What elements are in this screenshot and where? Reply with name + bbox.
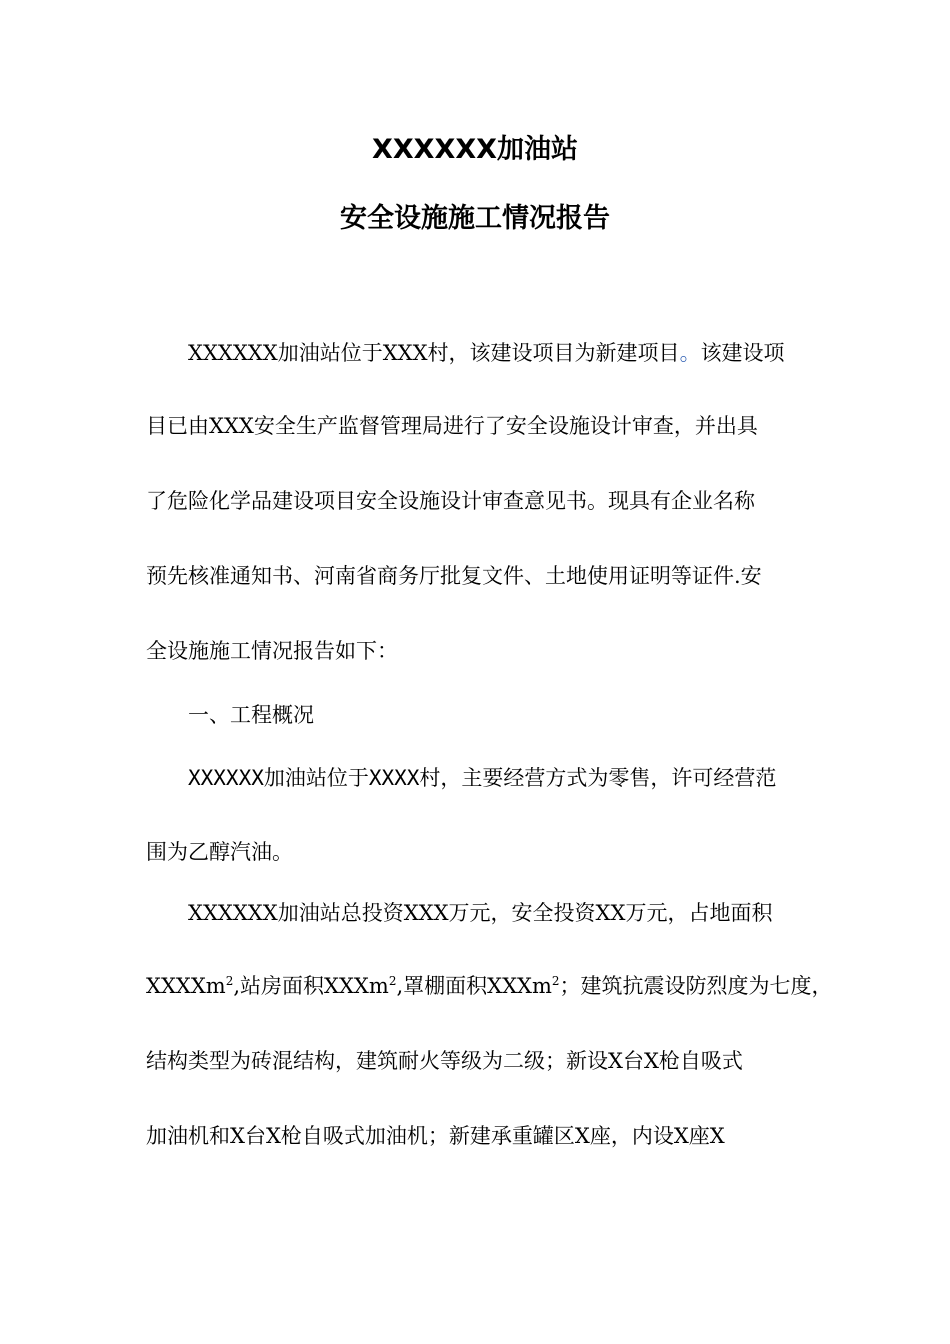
paragraph1-line5: 全设施施工情况报告如下： bbox=[146, 639, 398, 663]
document-title-line2: 安全设施施工情况报告 bbox=[340, 203, 610, 234]
paragraph3-line2-part3: ,罩棚面积XXXm bbox=[396, 974, 552, 998]
paragraph3-line1: XXXXXX加油站总投资XXX万元，安全投资XX万元，占地面积 bbox=[188, 901, 773, 925]
superscript-2: 2 bbox=[225, 974, 234, 988]
paragraph3-line2 bbox=[146, 972, 833, 1000]
paragraph1-line2: 目已由XXX安全生产监督管理局进行了安全设施设计审查，并出具 bbox=[146, 414, 758, 438]
paragraph3-line2-part1: XXXXm bbox=[146, 974, 226, 998]
superscript-2: 2 bbox=[551, 974, 560, 988]
superscript-2: 2 bbox=[388, 974, 397, 988]
paragraph1-line1-tail: 该建设项 bbox=[700, 341, 785, 365]
paragraph3-line2-part2: ,站房面积XXXm bbox=[233, 974, 389, 998]
paragraph1-line4: 预先核准通知书、河南省商务厅批复文件、土地使用证明等证件.安 bbox=[146, 564, 762, 588]
paragraph3-line3: 结构类型为砖混结构，建筑耐火等级为二级；新设X台X枪自吸式 bbox=[146, 1049, 743, 1073]
paragraph3-line4: 加油机和X台X枪自吸式加油机；新建承重罐区X座，内设X座X bbox=[146, 1124, 725, 1148]
paragraph1-line3: 了危险化学品建设项目安全设施设计审查意见书。现具有企业名称 bbox=[146, 489, 755, 513]
section1-heading: 一、工程概况 bbox=[188, 703, 314, 727]
paragraph1-line1 bbox=[188, 339, 785, 367]
document-title-line1: XXXXXX加油站 bbox=[372, 134, 578, 165]
paragraph3-line2-part4: ；建筑抗震设防烈度为七度， bbox=[559, 974, 833, 998]
paragraph1-line1-text: XXXXXX加油站位于XXX村，该建设项目为新建项目 bbox=[188, 341, 680, 365]
paragraph1-line1-dot: 。 bbox=[679, 341, 701, 365]
paragraph2-line1: XXXXXX加油站位于XXXX村，主要经营方式为零售，许可经营范 bbox=[188, 766, 777, 790]
paragraph2-line2: 围为乙醇汽油。 bbox=[146, 840, 293, 864]
